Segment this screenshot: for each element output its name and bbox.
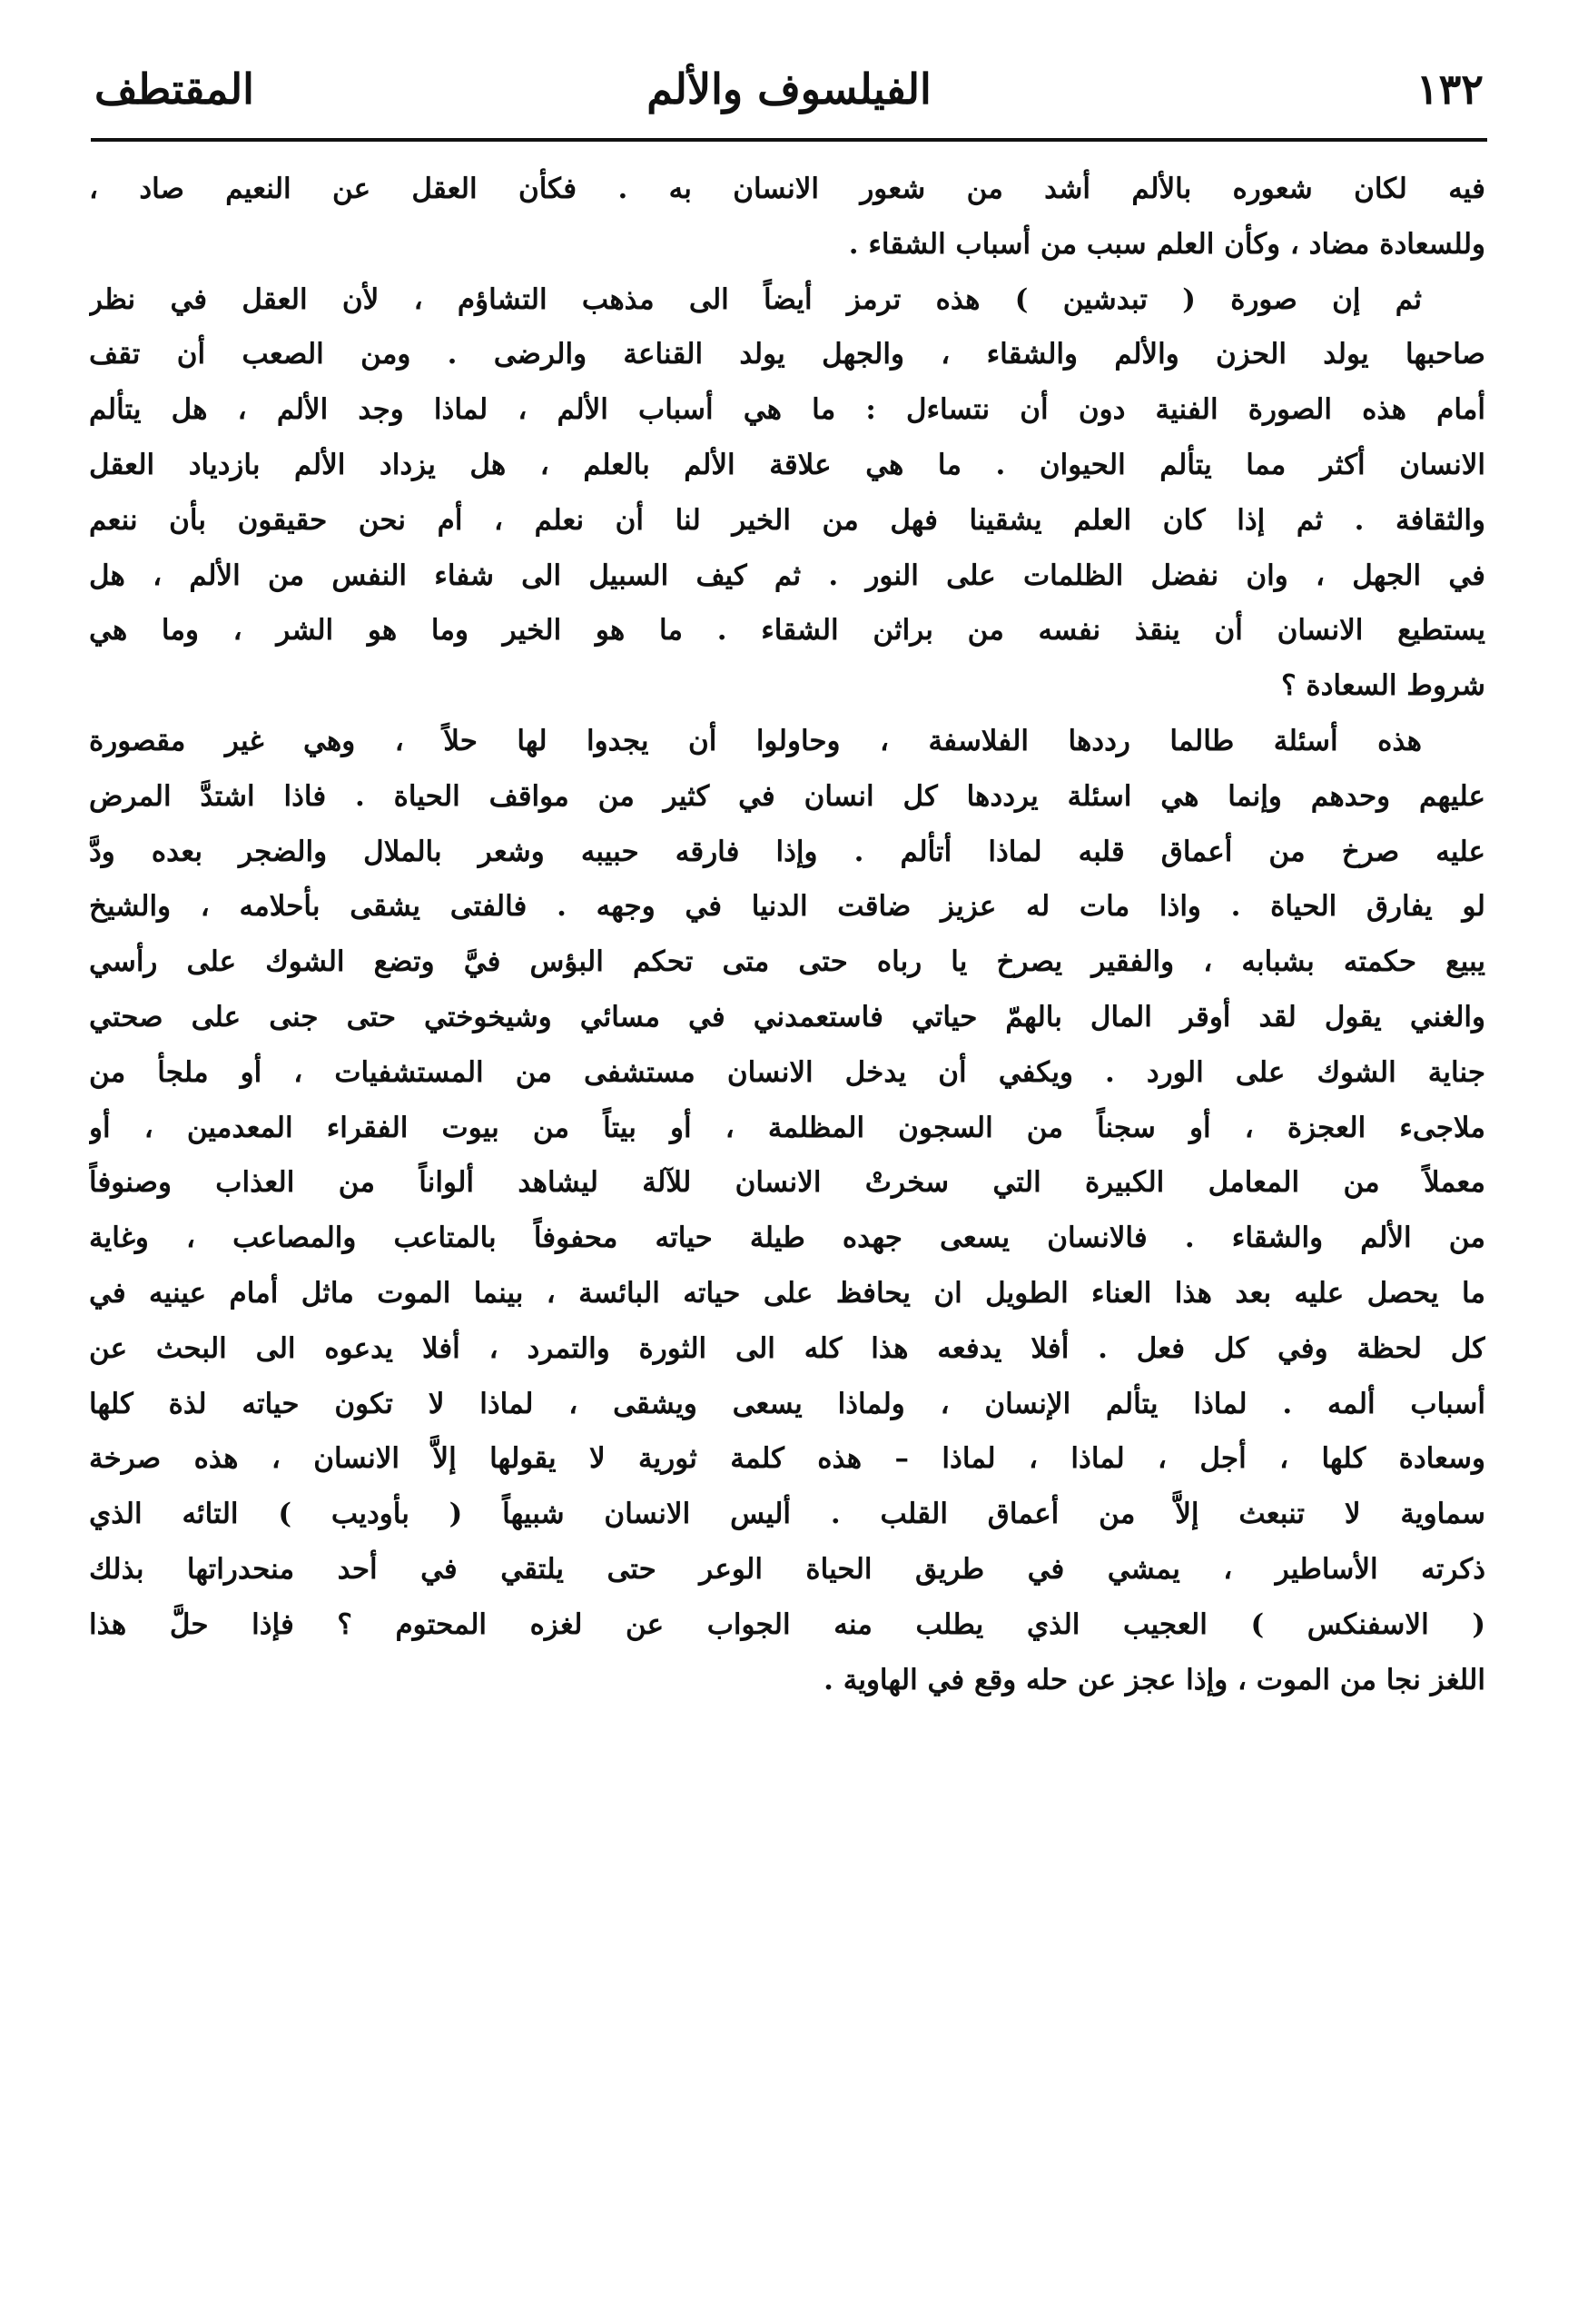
text-line: ثم إن صورة ( تبدشين ) هذه ترمز أيضاً الى مذهب التشاؤم ، لأن العقل في نظر: [89, 282, 1422, 316]
text-line: يبيع حكمته بشبابه ، والفقير يصرخ يا رباه حتى متى تحكم البؤس فيَّ وتضع الشوك على رأسي: [89, 945, 1485, 979]
text-line: والغني يقول لقد أوقر المال بالهمّ حياتي فاستعمدني في مسائي وشيخوختي حتى جنى على صحتي: [89, 1000, 1485, 1033]
journal-name: المقتطف: [94, 64, 254, 114]
text-line: أسباب ألمه . لماذا يتألم الإنسان ، ولماذا يسعى ويشقى ، لماذا لا تكون حياته لذة كلها: [89, 1387, 1485, 1420]
text-line: وسعادة كلها ، أجل ، لماذا ، لماذا – هذه كلمة ثورية لا يقولها إلاَّ الانسان ، هذه صرخة: [89, 1442, 1485, 1476]
text-line: ذكرته الأساطير ، يمشي في طريق الحياة الوعر حتى يلتقي في أحد منحدراتها بذلك: [89, 1552, 1485, 1586]
text-line: سماوية لا تنبعث إلاَّ من أعماق القلب . أليس الانسان شبيهاً ( بأوديب ) التائه الذي: [89, 1498, 1485, 1531]
text-line: معملاً من المعامل الكبيرة التي سخرتْ الانسان للآلة ليشاهد ألواناً من العذاب وصنوفاً: [89, 1166, 1485, 1200]
text-line: عليه صرخ من أعماق قلبه لماذا أتألم . وإذا فارقه حبيبه وشعر بالملال والضجر بعده ودَّ: [89, 835, 1485, 868]
text-line: فيه لكان شعوره بالألم أشد من شعور الانسان به . فكأن العقل عن النعيم صاد ،: [89, 173, 1485, 205]
text-line: والثقافة . ثم إذا كان العلم يشقينا فهل من الخير لنا أن نعلم ، أم نحن حقيقون بأن ننعم: [89, 503, 1485, 537]
text-line: ملاجىء العجزة ، أو سجناً من السجون المظلمة ، أو بيتاً من بيوت الفقراء المعدمين ، أو: [89, 1111, 1485, 1144]
text-line: شروط السعادة ؟: [1281, 669, 1485, 703]
header-rule: [91, 138, 1487, 142]
text-line: الانسان أكثر مما يتألم الحيوان . ما هي علاقة الألم بالعلم ، هل يزداد الألم بازدياد العقل: [89, 448, 1485, 481]
article-body: [89, 162, 1485, 2287]
text-line: جناية الشوك على الورد . ويكفي أن يدخل الانسان مستشفى من المستشفيات ، أو ملجأ من: [89, 1055, 1485, 1089]
text-line: يستطيع الانسان أن ينقذ نفسه من براثن الشقاء . ما هو الخير وما هو الشر ، وما هي: [89, 614, 1485, 648]
page-header: [91, 53, 1487, 134]
text-line: من الألم والشقاء . فالانسان يسعى جهده طيلة حياته محفوفاً بالمتاعب والمصاعب ، وغاية: [89, 1221, 1485, 1255]
text-line: في الجهل ، وان نفضل الظلمات على النور . ثم كيف السبيل الى شفاء النفس من الألم ، هل: [89, 559, 1485, 592]
page-number: ١٣٢: [1415, 64, 1484, 114]
text-line: لو يفارق الحياة . واذا مات له عزيز ضاقت الدنيا في وجهه . فالفتى يشقى بأحلامه ، والشيخ: [89, 890, 1485, 924]
text-line: عليهم وحدهم وإنما هي اسئلة يرددها كل انسان في كثير من مواقف الحياة . فاذا اشتدَّ المرض: [89, 779, 1485, 813]
text-line: ( الاسفنكس ) العجيب الذي يطلب منه الجواب عن لغزه المحتوم ؟ فإذا حلَّ هذا: [89, 1607, 1485, 1641]
text-line: وللسعادة مضاد ، وكأن العلم سبب من أسباب الشقاء .: [848, 227, 1485, 261]
text-line: اللغز نجا من الموت ، وإذا عجز عن حله وقع في الهاوية .: [824, 1663, 1485, 1696]
text-line: أمام هذه الصورة الفنية دون أن نتساءل : ما هي أسباب الألم ، لماذا وجد الألم ، هل يتألم: [89, 393, 1485, 427]
text-line: كل لحظة وفي كل فعل . أفلا يدفعه هذا كله الى الثورة والتمرد ، أفلا يدعوه الى البحث عن: [89, 1331, 1485, 1365]
running-title: الفيلسوف والألم: [646, 64, 932, 114]
text-line: هذه أسئلة طالما رددها الفلاسفة ، وحاولوا أن يجدوا لها حلاً ، وهي غير مقصورة: [89, 724, 1422, 757]
text-line: ما يحصل عليه بعد هذا العناء الطويل ان يحافظ على حياته البائسة ، بينما الموت ماثل أمام عينيه في: [89, 1276, 1485, 1310]
text-line: صاحبها يولد الحزن والألم والشقاء ، والجهل يولد القناعة والرضى . ومن الصعب أن تقف: [89, 338, 1485, 371]
